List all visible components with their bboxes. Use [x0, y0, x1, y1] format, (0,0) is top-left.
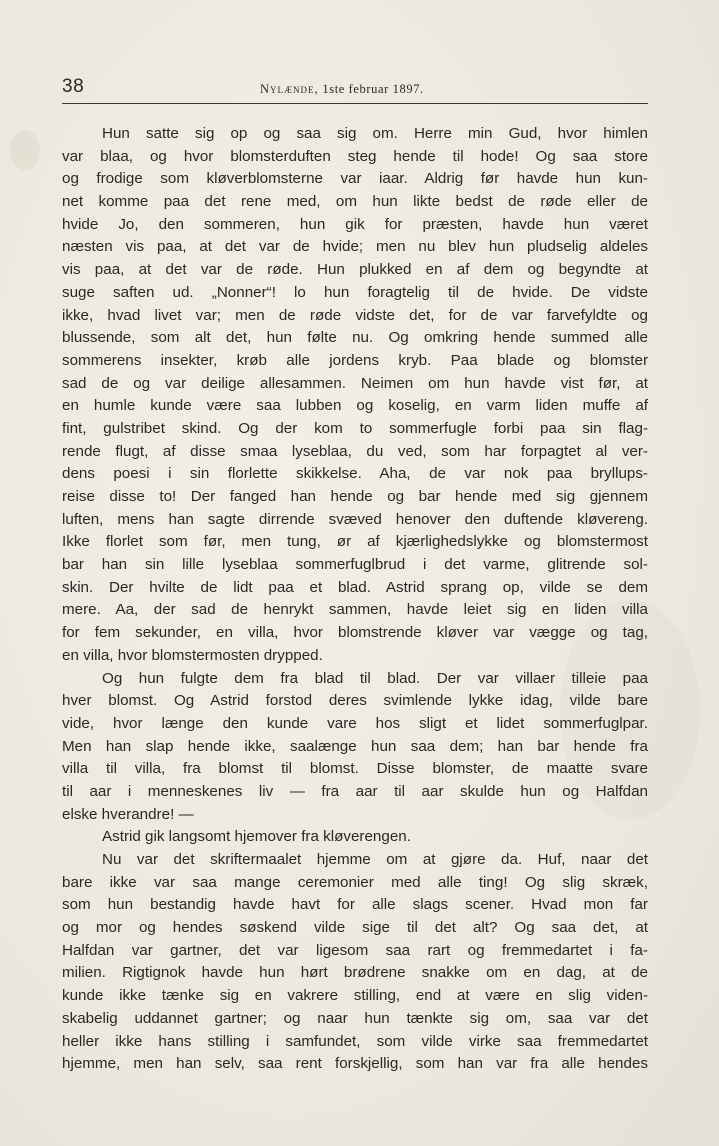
text-line: bar han sin lille lyseblaa sommerfuglbrud i det varme, glitrende sol-	[62, 556, 648, 574]
text-line: vide, hvor længe den kunde vare hos sligt et lidet sommerfuglpar.	[62, 714, 648, 732]
issue-date: 1ste februar 1897.	[322, 82, 424, 96]
text-line: og frodige som kløverblomsterne var iaar. Aldrig før havde hun kun-	[62, 170, 648, 188]
text-line: næsten vis paa, at det var de hvide; men nu blev hun pludselig aldeles	[62, 238, 648, 256]
text-line: heller ikke hans stilling i samfundet, som vilde virke saa fremmedartet	[62, 1032, 648, 1050]
text-line: elske hverandre! —	[62, 805, 194, 823]
text-line: Halfdan var gartner, det var ligesom saa rart og fremmedartet i fa-	[62, 941, 648, 959]
text-line: hver blomst. Og Astrid forstod deres svimlende lykke idag, vilde bare	[62, 692, 648, 710]
text-line: skabelig uddannet gartner; og naar hun tænkte sig om, saa var det	[62, 1009, 648, 1027]
text-line: skin. Der hvilte de lidt paa et blad. Astrid sprang op, vilde se dem	[62, 578, 648, 596]
text-line: vis paa, at det var de røde. Hun plukked en af dem og begyndte at	[62, 261, 648, 279]
text-line: hvide Jo, den sommeren, hun gik for præsten, havde hun været	[62, 215, 648, 233]
text-line: bare ikke var saa mange ceremonier med alle ting! Og slig skræk,	[62, 873, 648, 891]
body-text	[62, 123, 648, 1076]
text-line: rende flugt, af disse smaa lyseblaa, du ved, som har forpagtet al ver-	[62, 442, 648, 460]
text-line: Ikke florlet som før, men tung, ør af kjærlighedslykke og blomstermost	[62, 533, 648, 551]
text-line: suge saften ud. „Nonner“! lo hun foragtelig til de hvide. De vidste	[62, 283, 648, 301]
text-line: Men han slap hende ikke, saalænge hun saa dem; han bar hende fra	[62, 737, 648, 755]
paper-stain	[10, 130, 40, 170]
text-line: Og hun fulgte dem fra blad til blad. Der var villaer tilleie paa	[102, 669, 648, 687]
text-line: milien. Rigtignok havde hun hørt brødrene snakke om en dag, at de	[62, 964, 648, 982]
page-header	[62, 76, 650, 102]
text-line: en villa, hvor blomstermosten drypped.	[62, 646, 323, 664]
text-line: fint, gulstribet skind. Og der kom to sommerfugle forbi paa sin flag-	[62, 419, 648, 437]
text-line: blussende, som alt det, hun følte nu. Og omkring hende summed alle	[62, 329, 648, 347]
journal-title: Nylænde,	[260, 82, 319, 96]
text-line: luften, mens han sagte dirrende svæved henover den duftende kløvereng.	[62, 510, 648, 528]
text-line: sommerens insekter, krøb alle jordens kryb. Paa blade og blomster	[62, 351, 648, 369]
text-line: reise disse to! Der fanged han hende og bar hende med sig gjennem	[62, 488, 648, 505]
text-line: til aar i menneskenes liv — fra aar til aar skulde hun og Halfdan	[62, 782, 648, 800]
text-line: Nu var det skriftermaalet hjemme om at gjøre da. Huf, naar det	[102, 851, 648, 868]
text-line: sad de og var deilige allesammen. Neimen om hun havde vist før, at	[62, 374, 648, 392]
text-line: villa til villa, fra blomst til blomst. Disse blomster, de maatte svare	[62, 760, 648, 778]
text-line: Hun satte sig op og saa sig om. Herre min Gud, hvor himlen	[102, 125, 648, 142]
page-number: 38	[62, 76, 85, 97]
running-head	[260, 82, 424, 97]
text-line: hjemme, men han selv, saa rent forskjellig, som han var fra alle hendes	[62, 1055, 648, 1073]
text-line: som hun bestandig havde havt for alle slags scener. Hvad mon far	[62, 896, 648, 914]
text-line: Astrid gik langsomt hjemover fra kløverengen.	[102, 828, 411, 846]
text-line: net komme paa det rene med, om hun likte bedst de røde eller de	[62, 193, 648, 211]
header-rule	[62, 103, 648, 104]
text-line: kunde ikke tænke sig en vakrere stilling, end at være en slig viden-	[62, 987, 648, 1005]
text-line: ikke, hvad livet var; men de røde vidste det, for de var farvefyldte og	[62, 306, 648, 324]
text-line: var blaa, og hvor blomsterduften steg hende til hode! Og saa store	[62, 147, 648, 165]
text-line: mere. Aa, der sad de henrykt sammen, havde leiet sig en liden villa	[62, 601, 648, 619]
text-line: og mor og hendes søskend vilde sige til det alt? Og saa det, at	[62, 919, 648, 937]
text-line: dens poesi i sin florlette skikkelse. Aha, de var nok paa bryllups-	[62, 465, 648, 483]
text-line: en humle kunde være saa lubben og koselig, en varm liden muffe af	[62, 397, 648, 415]
text-line: for fem sekunder, en villa, hvor blomstrende kløver var vægge og tag,	[62, 624, 648, 642]
